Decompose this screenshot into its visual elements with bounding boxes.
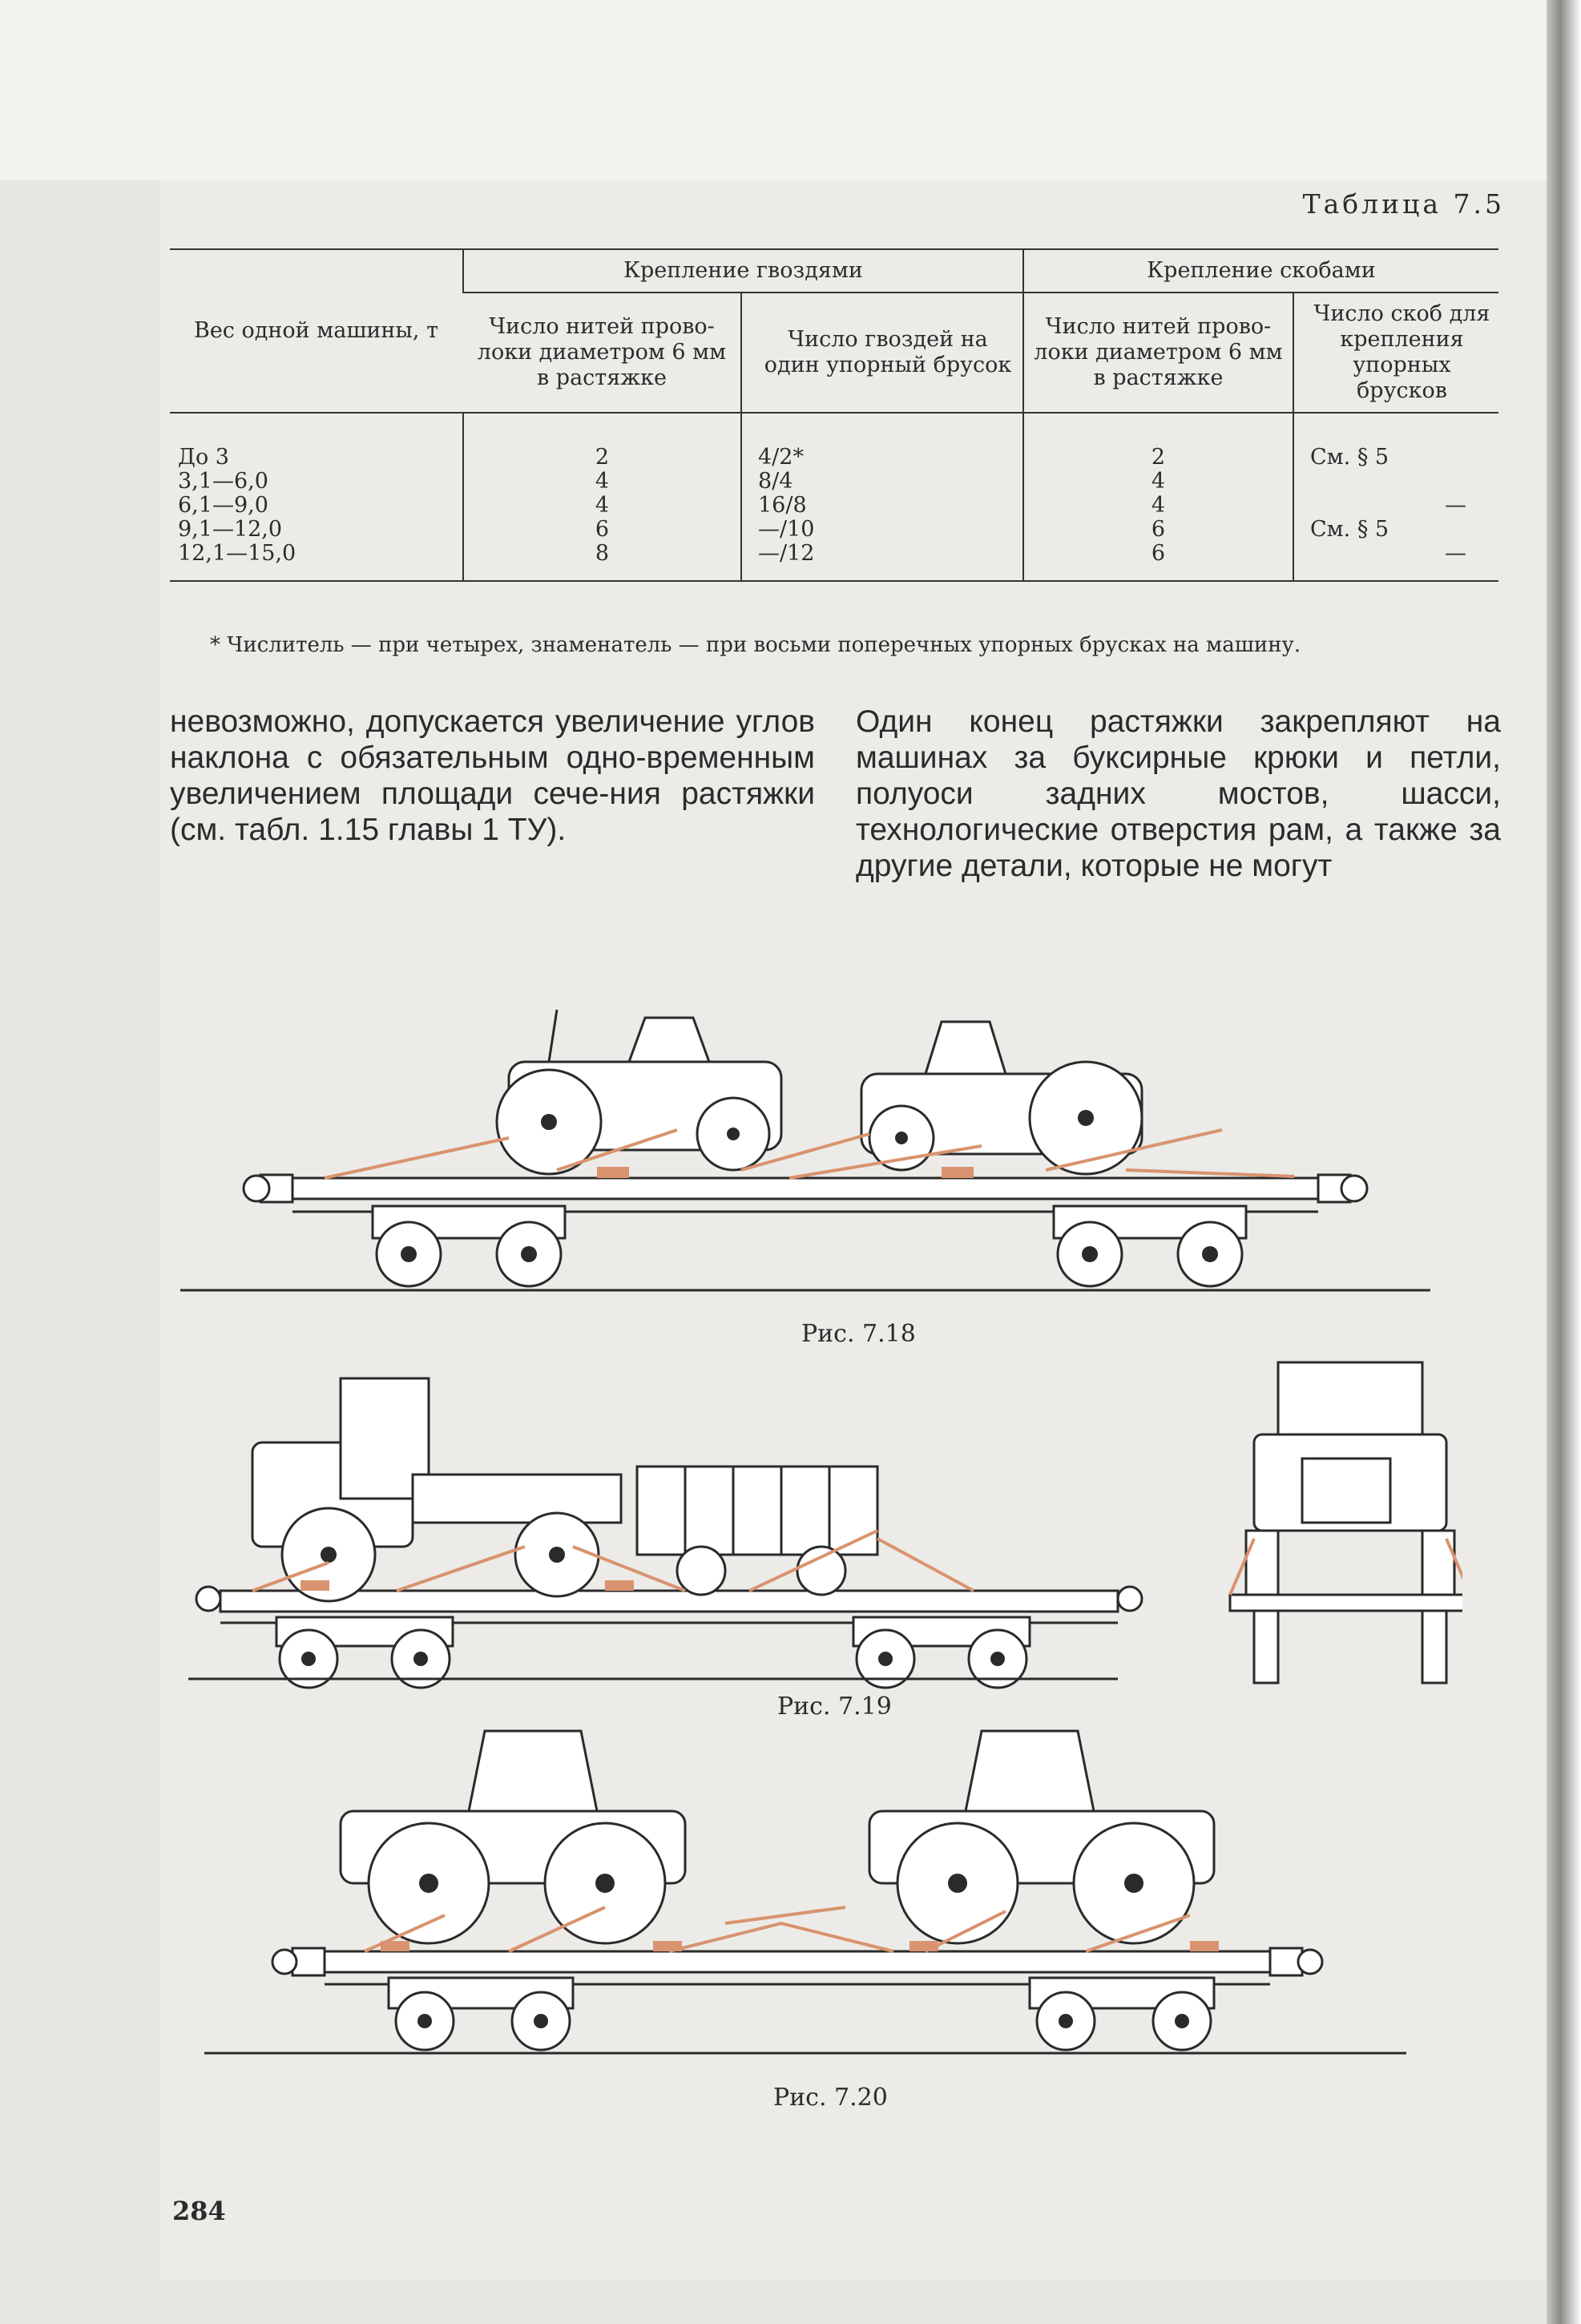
- text-column-left: невозможно, допускается увеличение углов наклона с обязательным одно-временным увеличением площади сече-ния растяжки (см. табл. 1.15 главы 1 ТУ).: [170, 704, 815, 847]
- cell-staples-wire: 4: [1023, 470, 1293, 494]
- tie-down-wires: [325, 1130, 1294, 1178]
- cell-nails-count: 8/4: [741, 470, 1023, 494]
- cell-staples-count: —: [1293, 542, 1498, 581]
- cell-staples-wire: 6: [1023, 518, 1293, 542]
- figure-7-20-drawing: [204, 1723, 1406, 2060]
- cell-staples-count: См. § 5: [1293, 518, 1498, 542]
- table-row: [170, 518, 1498, 542]
- top-margin: [0, 0, 1581, 180]
- road-roller-right: [861, 1022, 1142, 1174]
- bogie-right: [853, 1617, 1030, 1688]
- header-staples-count: Число скоб для крепления упорных брусков: [1293, 293, 1498, 413]
- figure-7-18-drawing: [180, 986, 1430, 1306]
- header-nails-count: Число гвоздей на один упорный брусок: [741, 293, 1023, 413]
- table-footnote: * Числитель — при четырех, знаменатель — при восьми поперечных упорных брусках на машину.: [210, 633, 1301, 657]
- table-row: [170, 470, 1498, 494]
- header-nails-wire: Число нитей прово-локи диаметром 6 мм в растяжке: [477, 314, 727, 390]
- truck-tractor: [252, 1378, 621, 1601]
- header-nails-group: Крепление гвоздями: [463, 249, 1023, 293]
- bogie-right: [1030, 1978, 1214, 2050]
- figure-7-20-caption: Рис. 7.20: [773, 2084, 888, 2112]
- bogie-left: [373, 1206, 565, 1286]
- table-row: [170, 494, 1498, 518]
- figure-7-18-caption: Рис. 7.18: [801, 1320, 916, 1348]
- cell-staples-wire: 4: [1023, 494, 1293, 518]
- cell-weight: 3,1—6,0: [178, 469, 268, 494]
- cell-staples-count: [1293, 470, 1498, 494]
- table-row: [170, 542, 1498, 581]
- header-staples-wire: Число нитей прово-локи диаметром 6 мм в растяжке: [1023, 293, 1293, 413]
- cell-nails-count: 16/8: [741, 494, 1023, 518]
- wheeled-tractor-left: [341, 1731, 685, 1943]
- cell-weight: 12,1—15,0: [178, 541, 296, 566]
- trailer-cart: [637, 1467, 877, 1595]
- road-roller-left: [497, 1010, 781, 1174]
- cell-nails-wire: 4: [463, 494, 741, 518]
- cell-nails-wire: 6: [463, 518, 741, 542]
- figure-7-19-caption: Рис. 7.19: [777, 1693, 892, 1721]
- cell-staples-wire: 2: [1023, 413, 1293, 470]
- page-number: 284: [172, 2196, 226, 2226]
- table-row: [170, 413, 1498, 470]
- cell-staples-count: —: [1293, 494, 1498, 518]
- cell-nails-count: —/10: [741, 518, 1023, 542]
- cell-nails-wire: 2: [463, 413, 741, 470]
- cell-weight: 6,1—9,0: [178, 493, 268, 518]
- cell-nails-count: —/12: [741, 542, 1023, 581]
- table-caption: Таблица 7.5: [1302, 188, 1505, 220]
- text-column-right: Один конец растяжки закрепляют на машинах за буксирные крюки и петли, полуоси задних мостов, шасси, технологические отверстия рам, а также за другие детали, которые не могут: [856, 704, 1501, 883]
- bogie-right: [1054, 1206, 1246, 1286]
- table-7-5: [170, 248, 1498, 582]
- cell-weight: 9,1—12,0: [178, 517, 283, 542]
- page-binding-shadow: [1547, 0, 1581, 2324]
- bogie-left: [389, 1978, 573, 2050]
- header-weight: Вес одной машины, т: [170, 249, 463, 413]
- cell-nails-count: 4/2*: [741, 413, 1023, 470]
- cell-staples-wire: 6: [1023, 542, 1293, 581]
- cell-weight: До 3: [178, 445, 229, 470]
- cell-nails-wire: 4: [463, 470, 741, 494]
- front-view-truck: [1230, 1362, 1462, 1683]
- header-staples-group: Крепление скобами: [1023, 249, 1498, 293]
- bogie-left: [276, 1617, 453, 1688]
- figure-7-19-drawing: [188, 1354, 1462, 1691]
- cell-staples-count: См. § 5: [1293, 413, 1498, 470]
- wheeled-tractor-right: [869, 1731, 1214, 1943]
- cell-nails-wire: 8: [463, 542, 741, 581]
